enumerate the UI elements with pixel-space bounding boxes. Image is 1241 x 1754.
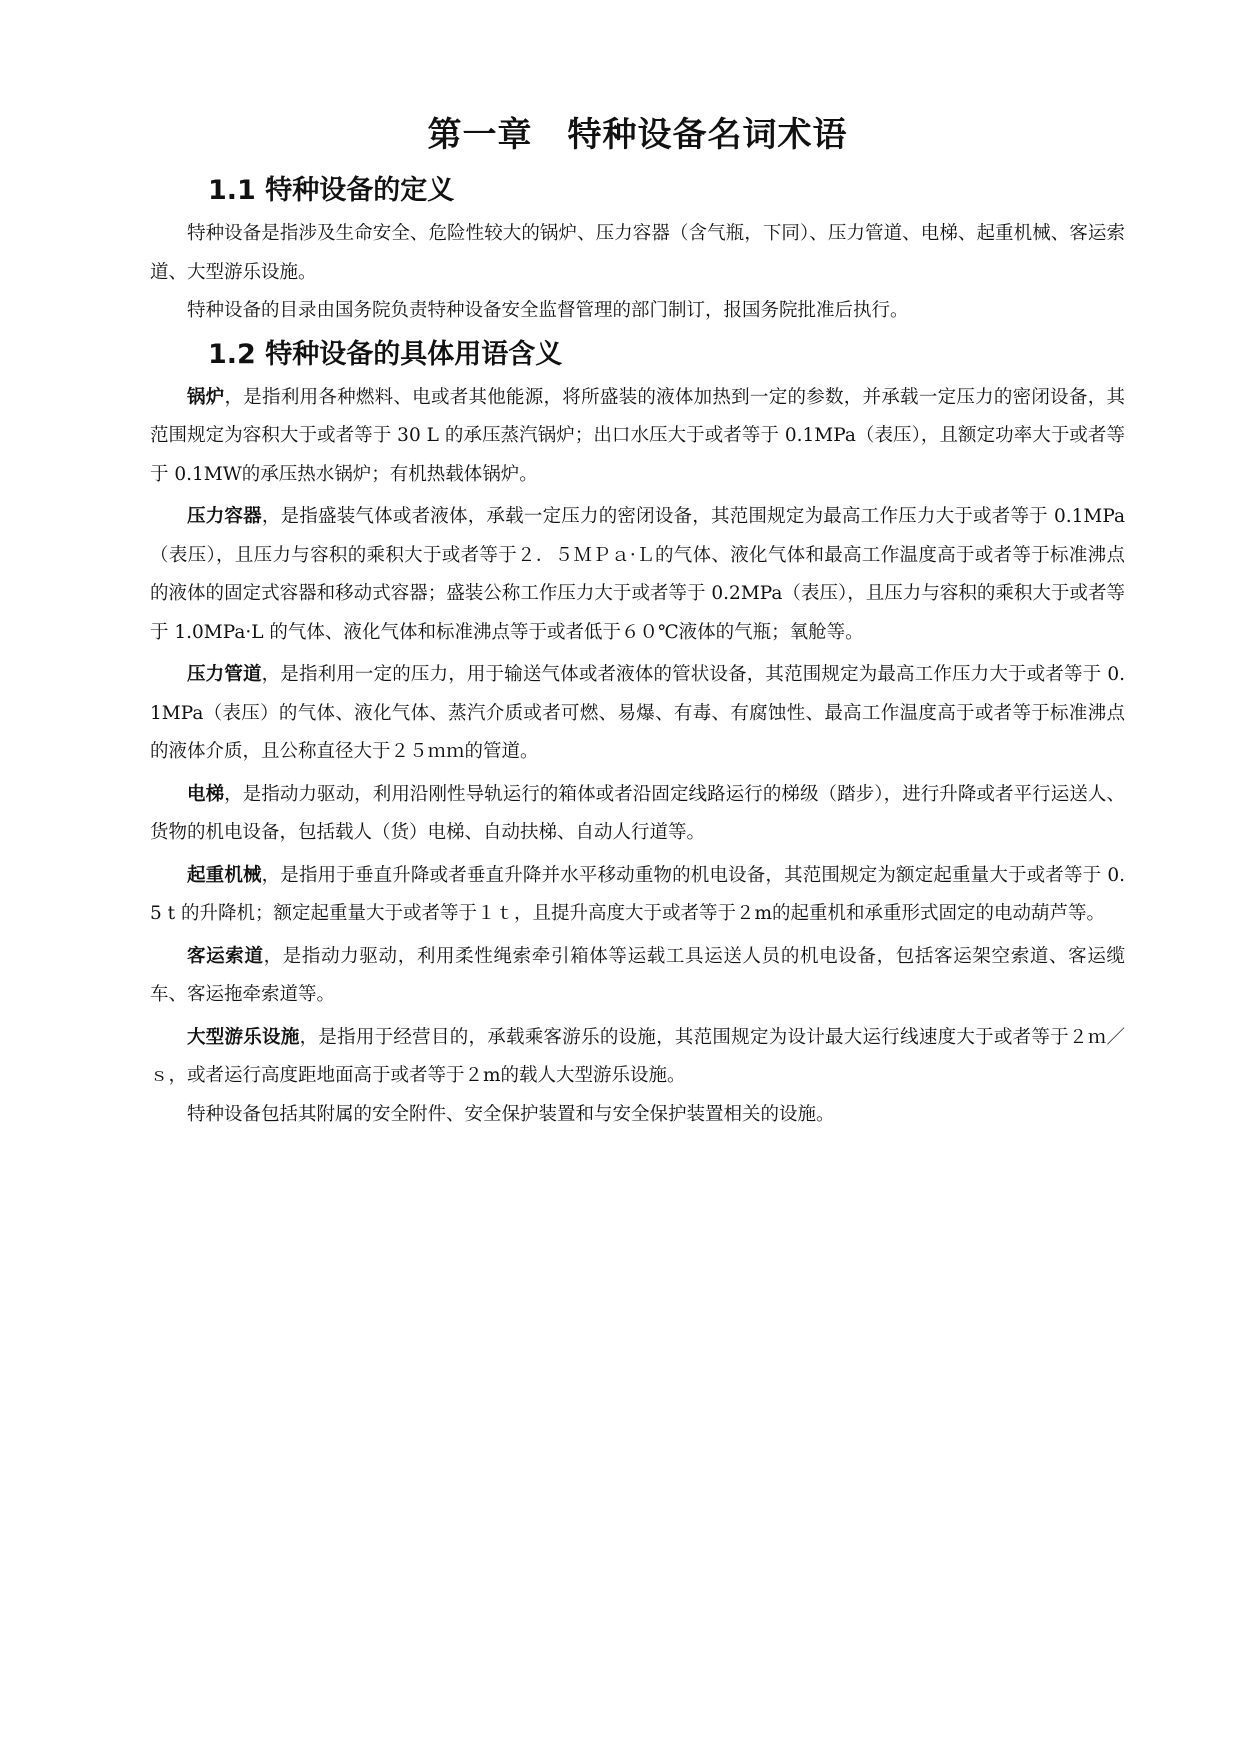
- definition-pressure-pipeline-text: ，是指利用一定的压力，用于输送气体或者液体的管状设备，其范围规定为最高工作压力大于或者等于 0.1MPa（表压）的气体、液化气体、蒸汽介质或者可燃、易爆、有毒、有腐蚀性、最高工作温度高于或者等于标准沸点的液体介质，且公称直径大于２５ｍｍ的管道。: [150, 664, 1125, 762]
- term-amusement-facility: 大型游乐设施: [187, 1026, 300, 1048]
- section-2-title: 1.2 特种设备的具体用语含义: [208, 338, 563, 370]
- definition-lifting-machinery: [150, 857, 1125, 934]
- term-boiler: 锅炉: [187, 386, 225, 408]
- closing-paragraph: 特种设备包括其附属的安全附件、安全保护装置和与安全保护装置相关的设施。: [187, 1103, 835, 1125]
- definition-passenger-ropeway-text: ，是指动力驱动，利用柔性绳索牵引箱体等运载工具运送人员的机电设备，包括客运架空索道、客运缆车、客运拖牵索道等。: [150, 945, 1125, 1005]
- term-lifting-machinery: 起重机械: [187, 864, 262, 886]
- definition-amusement-facility-text: ，是指用于经营目的，承载乘客游乐的设施，其范围规定为设计最大运行线速度大于或者等于２ｍ／ｓ，或者运行高度距地面高于或者等于２m的载人大型游乐设施。: [150, 1026, 1125, 1086]
- definition-boiler-text: ，是指利用各种燃料、电或者其他能源，将所盛装的液体加热到一定的参数，并承载一定压力的密闭设备，其范围规定为容积大于或者等于 30 L 的承压蒸汽锅炉；出口水压大于或者等于 0.1MPa（表压），且额定功率大于或者等于 0.1MW的承压热水锅炉；有机热载体锅炉。: [150, 386, 1125, 485]
- term-pressure-vessel: 压力容器: [187, 506, 262, 527]
- definition-passenger-ropeway: [150, 938, 1125, 1015]
- definition-elevator-text: ，是指动力驱动，利用沿刚性导轨运行的箱体或者沿固定线路运行的梯级（踏步），进行升降或者平行运送人、货物的机电设备，包括载人（货）电梯、自动扶梯、自动人行道等。: [150, 783, 1125, 843]
- definition-pressure-pipeline: [150, 656, 1125, 772]
- section-1-paragraph-2: 特种设备的目录由国务院负责特种设备安全监督管理的部门制订，报国务院批准后执行。: [187, 300, 909, 321]
- term-elevator: 电梯: [187, 783, 225, 805]
- definition-boiler: [150, 379, 1125, 495]
- definition-elevator: [150, 776, 1125, 853]
- definition-pressure-vessel: [150, 498, 1125, 652]
- chapter-title: 第一章 特种设备名词术语: [427, 115, 848, 155]
- definition-pressure-vessel-text: ，是指盛装气体或者液体，承载一定压力的密闭设备，其范围规定为最高工作压力大于或者等于 0.1MPa（表压），且压力与容积的乘积大于或者等于２．５ＭＰａ·Ｌ的气体、液化气体和最高工作温度高于或者等于标准沸点的液体的固定式容器和移动式容器；盛装公称工作压力大于或者等于 0.2MPa（表压），且压力与容积的乘积大于或者等于 1.0MPa·L 的气体、液化气体和标准沸点等于或者低于６０℃液体的气瓶；氧舱等。: [150, 506, 1125, 643]
- document-page: [150, 105, 1125, 1134]
- section-1-title: 1.1 特种设备的定义: [208, 175, 455, 206]
- section-1-paragraph-1: 特种设备是指涉及生命安全、危险性较大的锅炉、压力容器（含气瓶，下同）、压力管道、电梯、起重机械、客运索道、大型游乐设施。: [150, 223, 1125, 283]
- definition-lifting-machinery-text: ，是指用于垂直升降或者垂直升降并水平移动重物的机电设备，其范围规定为额定起重量大于或者等于 0.5 t 的升降机；额定起重量大于或者等于１ｔ，且提升高度大于或者等于２m的起重机和承重形式固定的电动葫芦等。: [150, 864, 1125, 924]
- term-pressure-pipeline: 压力管道: [187, 664, 262, 685]
- definition-amusement-facility: [150, 1019, 1125, 1096]
- term-passenger-ropeway: 客运索道: [187, 945, 264, 967]
